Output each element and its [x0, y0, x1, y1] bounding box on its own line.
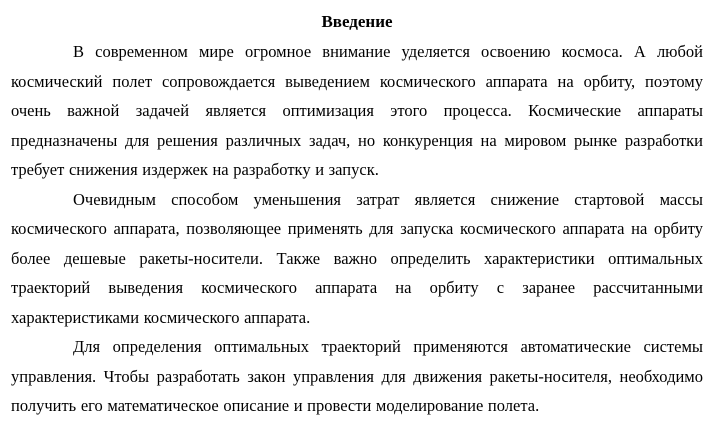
paragraph-1: В современном мире огромное внимание уделяется освоению космоса. А любой космический полет сопровождается выведением космического аппарата на орбиту, поэтому очень важной задачей является оптимизация этого процесса. Космические аппараты предназначены для решения различных задач, но конкуренция на мировом рынке разработки требует снижения издержек на разработку и запуск.	[11, 42, 703, 179]
section-title: Введение	[321, 12, 393, 31]
paragraph-3: Для определения оптимальных траекторий применяются автоматические системы управления. Чтобы разработать закон управления для движения ракеты-носителя, необходимо получить его математическое описание и провести моделирование полета.	[11, 337, 703, 415]
paragraph-2: Очевидным способом уменьшения затрат является снижение стартовой массы космического аппарата, позволяющее применять для запуска космического аппарата на орбиту более дешевые ракеты-носители. Также важно определить характеристики оптимальных траекторий выведения космического аппарата на орбиту с заранее рассчитанными характеристиками космического аппарата.	[11, 189, 703, 327]
